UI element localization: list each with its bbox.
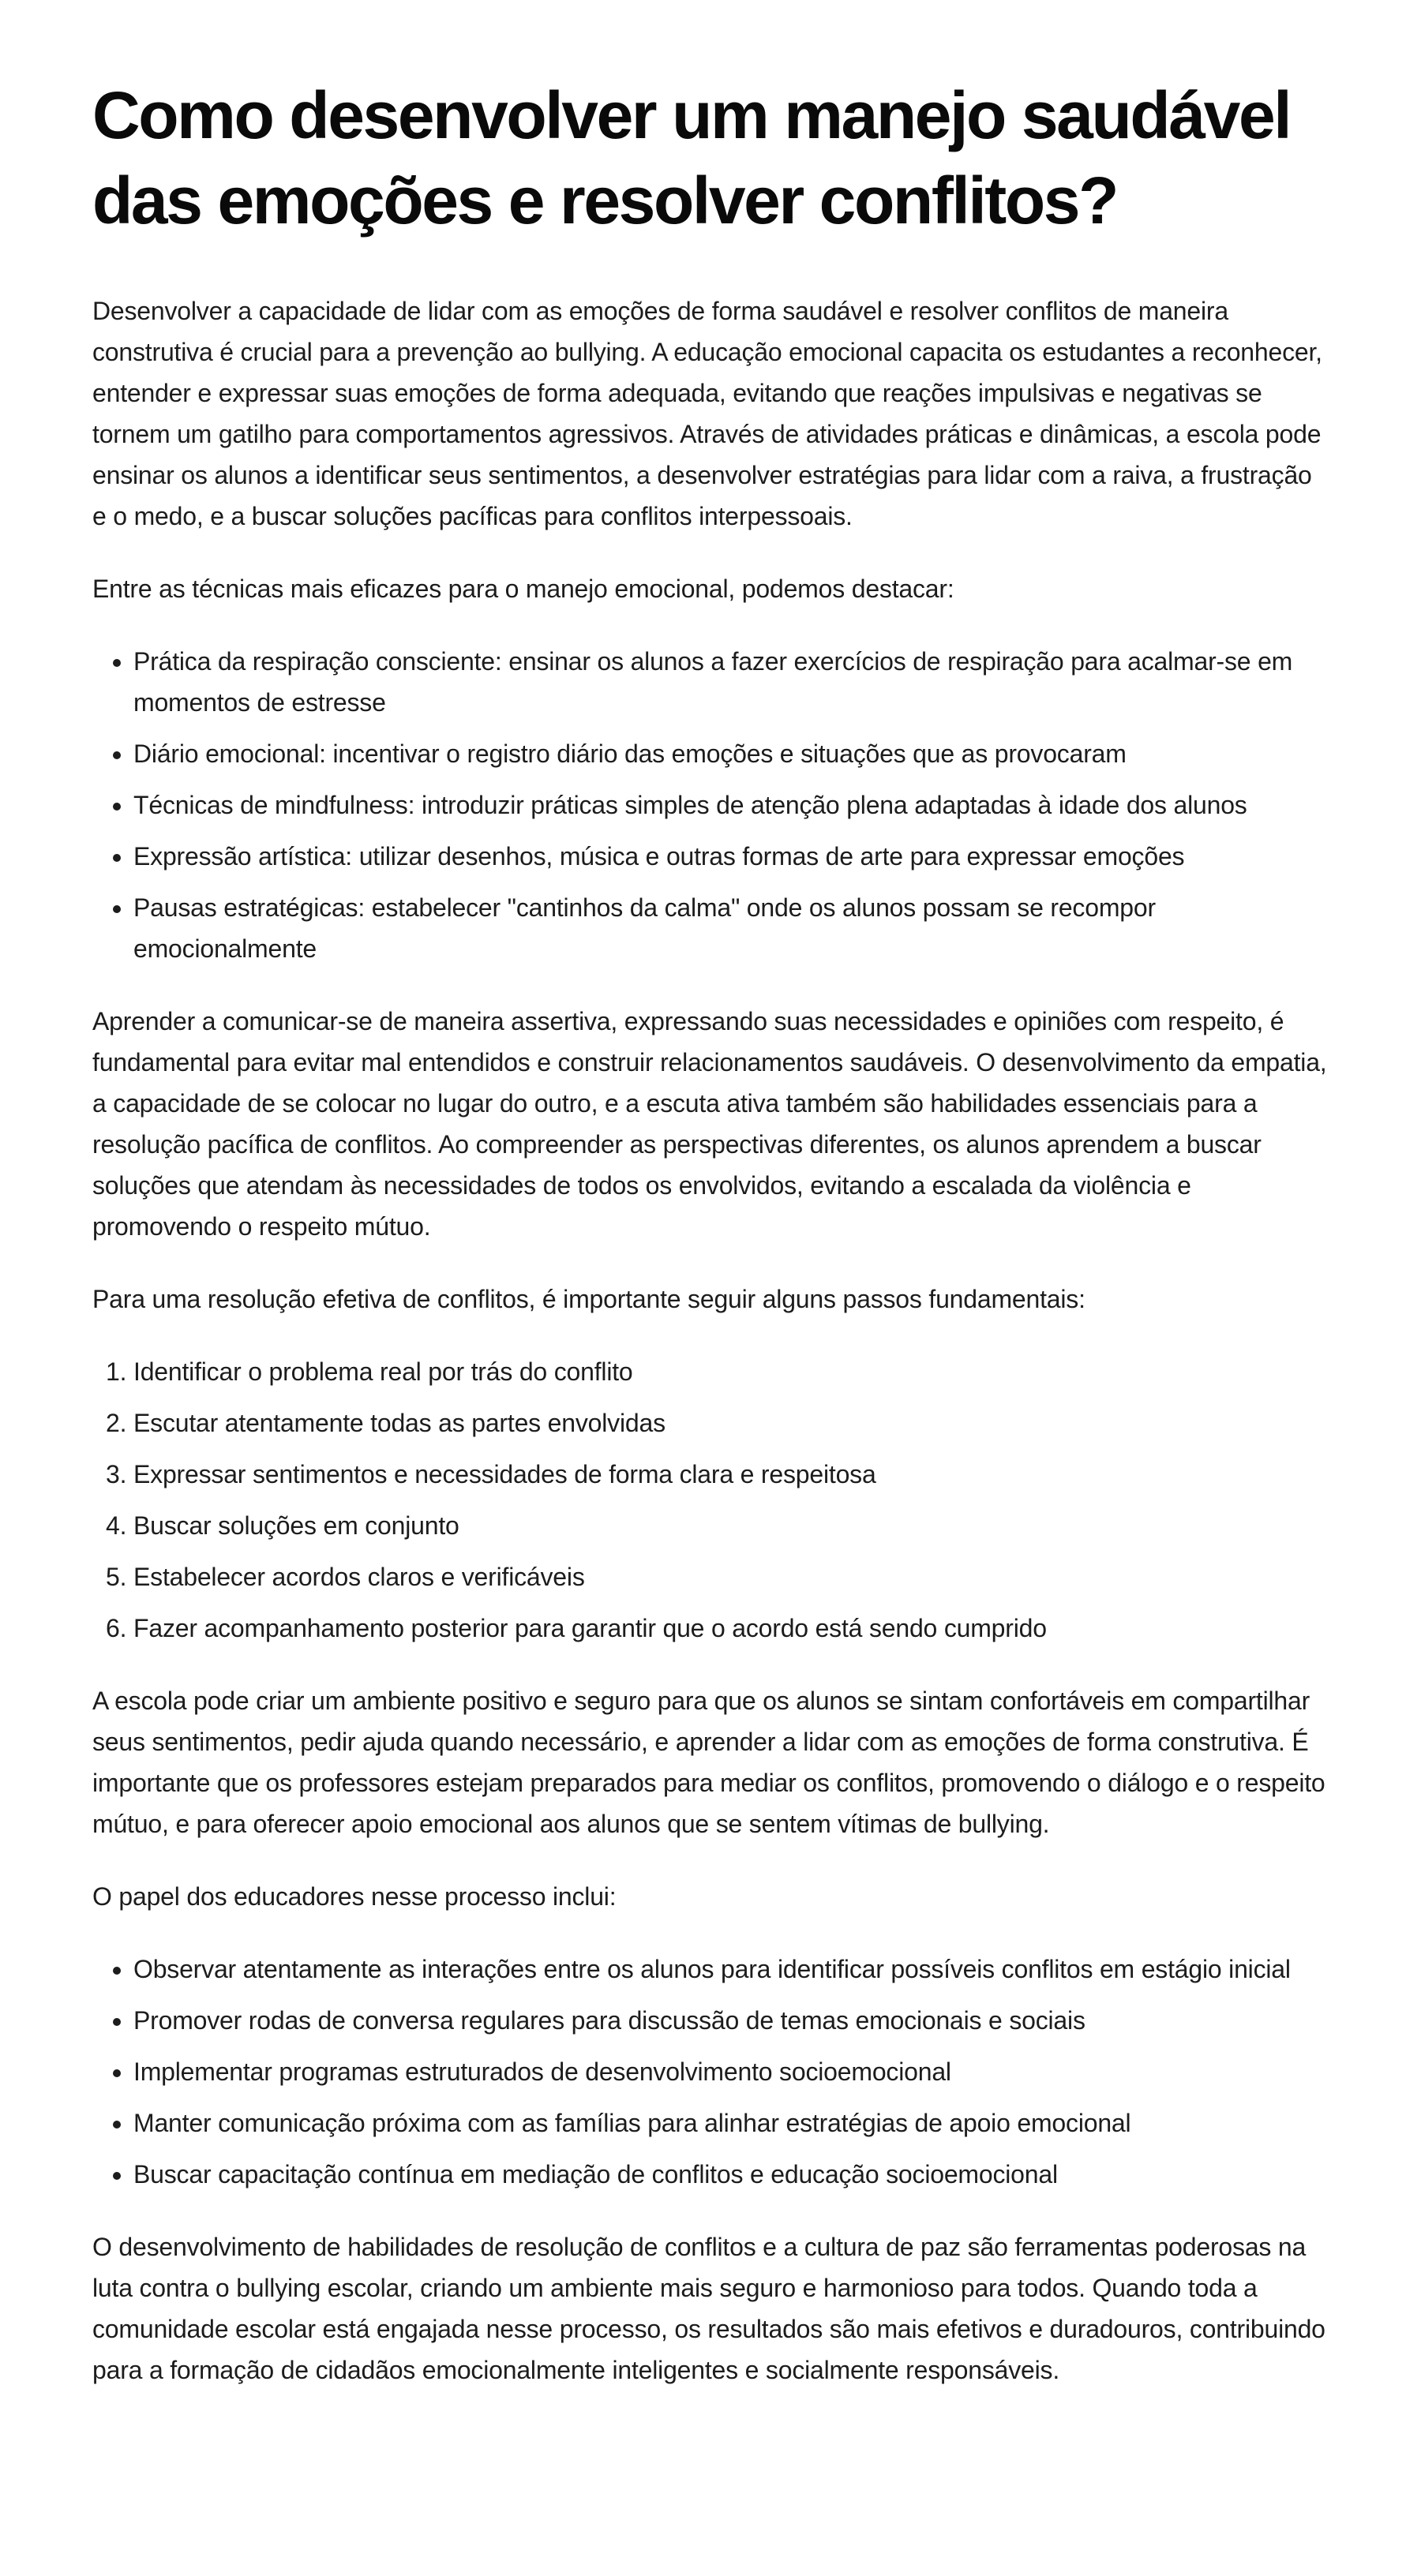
list-item: • Buscar capacitação contínua em mediação de conflitos e educação socioemocional [133,2154,1329,2195]
techniques-list [92,641,1329,969]
list-item: • Prática da respiração consciente: ensinar os alunos a fazer exercícios de respiração para acalmar-se em momentos de estresse [133,641,1329,723]
list-item: • Observar atentamente as interações entre os alunos para identificar possíveis conflitos em estágio inicial [133,1949,1329,1990]
list-item: 5. Estabelecer acordos claros e verificáveis [133,1556,1329,1597]
list-item: • Diário emocional: incentivar o registro diário das emoções e situações que as provocaram [133,733,1329,774]
list-item: • Implementar programas estruturados de desenvolvimento socioemocional [133,2051,1329,2092]
educators-intro: O papel dos educadores nesse processo inclui: [92,1882,617,1911]
list-item: • Técnicas de mindfulness: introduzir práticas simples de atenção plena adaptadas à idade dos alunos [133,784,1329,826]
conclusion-paragraph: O desenvolvimento de habilidades de resolução de conflitos e a cultura de paz são ferramentas poderosas na luta contra o bullying escolar, criando um ambiente mais seguro e harmonioso para todos. Quando toda a comunidade escolar está engajada nesse processo, os resultados são mais efetivos e duradouros, contribuindo para a formação de cidadãos emocionalmente inteligentes e socialmente responsáveis. [92,2233,1325,2384]
educator-roles-list [92,1949,1329,2195]
list-item: • Expressão artística: utilizar desenhos, música e outras formas de arte para expressar emoções [133,836,1329,877]
techniques-intro: Entre as técnicas mais eficazes para o manejo emocional, podemos destacar: [92,575,954,603]
list-item: 1. Identificar o problema real por trás do conflito [133,1351,1329,1392]
communication-paragraph: Aprender a comunicar-se de maneira assertiva, expressando suas necessidades e opiniões com respeito, é fundamental para evitar mal entendidos e construir relacionamentos saudáveis. O desenvolvimento da empatia, a capacidade de se colocar no lugar do outro, e a escuta ativa também são habilidades essenciais para a resolução pacífica de conflitos. Ao compreender as perspectivas diferentes, os alunos aprendem a buscar soluções que atendam às necessidades de todos os envolvidos, evitando a escalada da violência e promovendo o respeito mútuo. [92,1007,1327,1241]
list-item: 4. Buscar soluções em conjunto [133,1505,1329,1546]
list-item: • Manter comunicação próxima com as famílias para alinhar estratégias de apoio emocional [133,2102,1329,2144]
steps-list [92,1351,1329,1649]
page-title: Como desenvolver um manejo saudável das emoções e resolver conflitos? [92,78,1291,238]
school-environment-paragraph: A escola pode criar um ambiente positivo e seguro para que os alunos se sintam confortáveis em compartilhar seus sentimentos, pedir ajuda quando necessário, e aprender a lidar com as emoções de forma construtiva. É importante que os professores estejam preparados para mediar os conflitos, promovendo o diálogo e o respeito mútuo, e para oferecer apoio emocional aos alunos que se sentem vítimas de bullying. [92,1687,1325,1838]
list-item: • Promover rodas de conversa regulares para discussão de temas emocionais e sociais [133,2000,1329,2041]
list-item: • Pausas estratégicas: estabelecer "cantinhos da calma" onde os alunos possam se recompor emocionalmente [133,887,1329,969]
list-item: 2. Escutar atentamente todas as partes envolvidas [133,1402,1329,1443]
list-item: 6. Fazer acompanhamento posterior para garantir que o acordo está sendo cumprido [133,1608,1329,1649]
intro-paragraph: Desenvolver a capacidade de lidar com as emoções de forma saudável e resolver conflitos de maneira construtiva é crucial para a prevenção ao bullying. A educação emocional capacita os estudantes a reconhecer, entender e expressar suas emoções de forma adequada, evitando que reações impulsivas e negativas se tornem um gatilho para comportamentos agressivos. Através de atividades práticas e dinâmicas, a escola pode ensinar os alunos a identificar seus sentimentos, a desenvolver estratégias para lidar com a raiva, a frustração e o medo, e a buscar soluções pacíficas para conflitos interpessoais. [92,297,1322,530]
list-item: 3. Expressar sentimentos e necessidades de forma clara e respeitosa [133,1454,1329,1495]
steps-intro: Para uma resolução efetiva de conflitos, é importante seguir alguns passos fundamentais: [92,1285,1085,1313]
